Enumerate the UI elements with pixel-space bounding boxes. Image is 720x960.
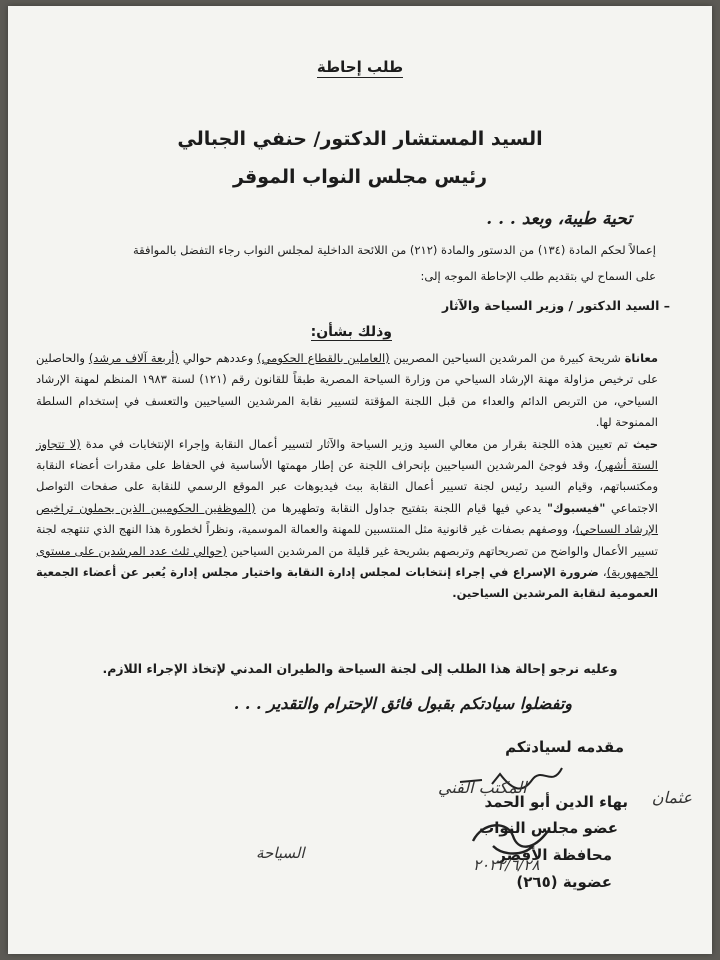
- signature-governorate: محافظة الأقصر: [497, 846, 612, 864]
- signature-presented: مقدمه لسيادتكم: [505, 738, 624, 756]
- intro-line-1: إعمالاً لحكم المادة (١٣٤) من الدستور والمادة (٢١٢) من اللائحة الداخلية لمجلس النواب رجاء التفضل بالموافقة: [133, 243, 656, 257]
- signature-name: بهاء الدين أبو الحمد: [484, 793, 628, 811]
- document-body: [8, 6, 712, 954]
- regards-handwritten: وتفضلوا سيادتكم بقبول فائق الإحترام والتقدير . . .: [233, 694, 572, 713]
- recipient-text: السيد الدكتور / وزير السياحة والآثار: [441, 298, 660, 313]
- document-title: طلب إحاطة: [316, 58, 404, 76]
- intro-line-2: على السماح لي بتقديم طلب الإحاطة الموجه إلى:: [420, 269, 656, 283]
- recipient-line: [442, 298, 670, 313]
- closing-request: وعليه نرجو إحالة هذا الطلب إلى لجنة السياحة والطيران المدني لإتخاذ الإجراء اللازم.: [102, 661, 618, 676]
- paragraph-whereas: حيث تم تعيين هذه اللجنة بقرار من معالي السيد وزير السياحة والآثار لتسيير أعمال النقابة وإجراء الإنتخابات في مدة (لا تتجاوز الستة أشهر)، وقد فوجئ المرشدين السياحيين بإنحراف اللجنة عن إطار مهمتها الأساسية في الحفاظ على مقدرات أعضاء النقابة ومكتسباتهم، وقيام السيد رئيس لجنة تسيير أعمال النقابة ببث فيديوهات عبر الموقع الرسمي للنقابة على صفحات التواصل الاجتماعي "فيسبوك" يدعي فيها قيام اللجنة بتفتيح جداول النقابة وتطهيرها من (الموظفين الحكوميين الذين يحملون تراخيص الإرشاد السياحي)، ووصفهم بصفات غير قانونية مثل المنتسبين للمهنة والعمالة الموسمية، ونظراً لخطورة هذا النهج الذي تنتهجه لجنة تسيير الأعمال والواضح من تصريحاتهم وتربصهم بشريحة غير قليلة من المرشدين السياحين (حوالي ثلث عدد المرشدين على مستوى الجمهورية)، ضرورة الإسراع في إجراء إنتخابات لمجلس إدارة النقابة واختيار مجلس إدارة يُعبر عن أعضاء الجمعية العمومية لنقابة المرشدين السياحين.: [36, 436, 659, 601]
- handwritten-tourism-note: السياحة: [256, 844, 305, 862]
- handwritten-name-note: عثمان: [651, 788, 692, 807]
- addressee-title: رئيس مجلس النواب الموقر: [232, 166, 488, 188]
- handwritten-office-note: المكتب الفني: [438, 778, 527, 797]
- request-body: [36, 348, 658, 605]
- addressee-name: السيد المستشار الدكتور/ حنفي الجبالي: [177, 128, 543, 150]
- signature-role: عضو مجلس النواب: [479, 819, 618, 837]
- dash-bullet: –: [659, 298, 670, 313]
- signature-membership: عضوية (٢٦٥): [516, 873, 612, 891]
- office-initials-scribble-icon: [463, 811, 563, 861]
- subject-heading: وذلك بشأن:: [310, 324, 392, 340]
- handwritten-date: ٢٠٢٢/٦/٢٨: [473, 856, 540, 874]
- document-sheet: [8, 6, 712, 954]
- paragraph-suffering: معاناة شريحة كبيرة من المرشدين السياحين المصريين (العاملين بالقطاع الحكومي) وعددهم حوالي (أربعة آلاف مرشد) والحاصلين على ترخيص مزاولة مهنة الإرشاد السياحي من وزارة السياحة المصرية طبقاً للقانون رقم (١٢١) لسنة ١٩٨٣ المنظم لمهنة الإرشاد السياحي، من التربص الدائم والعداء من قبل اللجنة المؤقتة لتسيير نقابة المرشدين السياحيين والتعسف في إستخدام السلطة الممنوحة لها.: [36, 351, 659, 430]
- greeting-handwritten: تحية طيبة، وبعد . . .: [486, 209, 632, 229]
